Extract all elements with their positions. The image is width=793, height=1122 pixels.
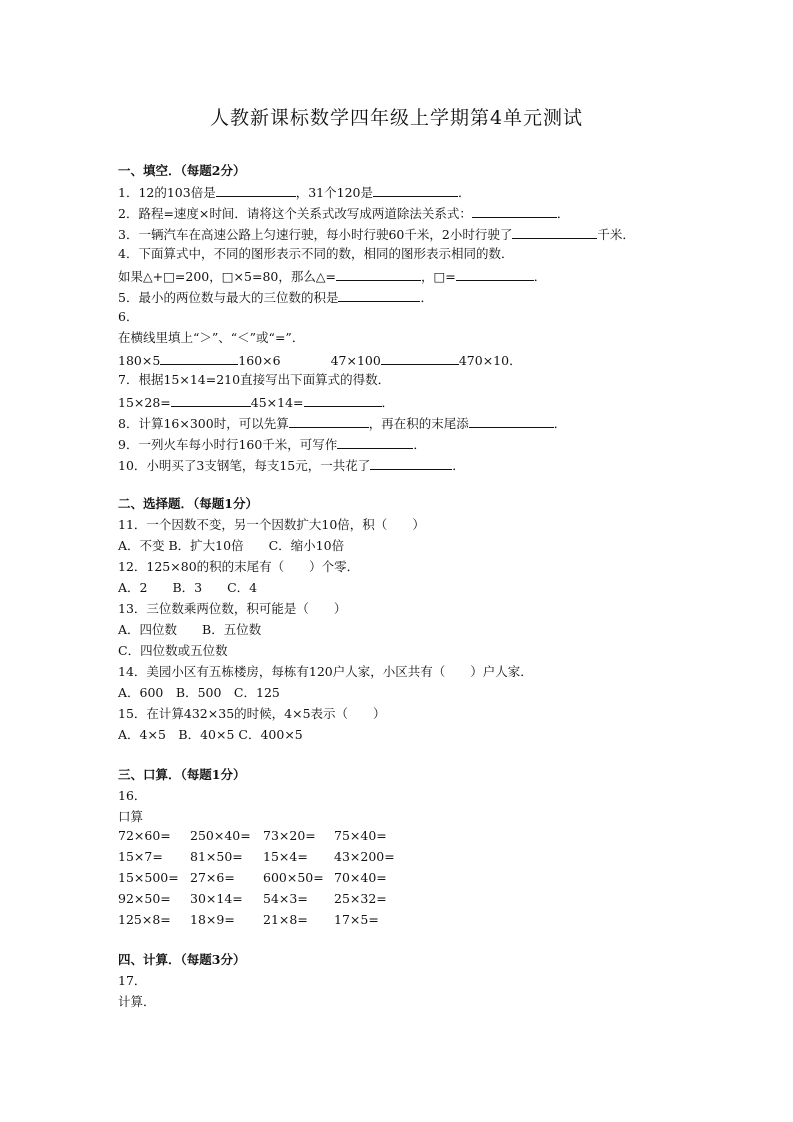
oral-item: 73×20= bbox=[263, 828, 316, 843]
oral-item: 17×5= bbox=[334, 912, 379, 927]
question-6-number: 6． bbox=[118, 309, 139, 324]
question-14-options: A．600 B．500 C．125 bbox=[118, 685, 280, 700]
oral-item: 600×50= bbox=[263, 870, 324, 885]
question-8: 8．计算16×300时，可以先算 ，再在积的末尾添 ． bbox=[118, 416, 567, 431]
oral-item: 18×9= bbox=[190, 912, 235, 927]
question-13-options-2: C．四位数或五位数 bbox=[118, 643, 228, 658]
question-11-options: A．不变 B．扩大10倍 C．缩小10倍 bbox=[118, 538, 345, 553]
oral-item: 21×8= bbox=[263, 912, 308, 927]
oral-item: 75×40= bbox=[334, 828, 387, 843]
answer-blank[interactable] bbox=[336, 267, 421, 281]
answer-blank[interactable] bbox=[373, 183, 458, 197]
question-17-label: 计算． bbox=[118, 994, 156, 1009]
answer-blank[interactable] bbox=[381, 351, 459, 365]
question-7-blanks: 15×28= 45×14= ． bbox=[118, 395, 395, 410]
question-10: 10．小明买了3支钢笔，每支15元，一共花了 ． bbox=[118, 458, 465, 473]
oral-item: 25×32= bbox=[334, 891, 387, 906]
oral-item: 70×40= bbox=[334, 870, 387, 885]
question-15-stem: 15．在计算432×35的时候，4×5表示（ ） bbox=[118, 706, 386, 721]
question-1: 1．12的103倍是 ，31个120是 ． bbox=[118, 185, 471, 200]
answer-blank[interactable] bbox=[370, 456, 452, 470]
answer-blank[interactable] bbox=[216, 183, 296, 197]
answer-blank[interactable] bbox=[472, 204, 557, 218]
answer-blank[interactable] bbox=[304, 393, 382, 407]
answer-blank[interactable] bbox=[338, 288, 420, 302]
question-11-stem: 11．一个因数不变，另一个因数扩大10倍，积（ ） bbox=[118, 517, 425, 532]
question-13-options-1: A．四位数 B．五位数 bbox=[118, 622, 262, 637]
oral-item: 15×500= bbox=[118, 870, 179, 885]
question-7-stem: 7．根据15×14=210直接写出下面算式的得数． bbox=[118, 372, 391, 387]
answer-blank[interactable] bbox=[512, 225, 597, 239]
question-4-stem: 4．下面算式中，不同的图形表示不同的数，相同的图形表示相同的数． bbox=[118, 246, 514, 261]
oral-item: 15×4= bbox=[263, 849, 308, 864]
answer-blank[interactable] bbox=[171, 393, 251, 407]
answer-blank[interactable] bbox=[337, 435, 413, 449]
question-6-items: 180×5 160×6 47×100 470×10． bbox=[118, 353, 522, 368]
oral-item: 27×6= bbox=[190, 870, 235, 885]
question-5: 5．最小的两位数与最大的三位数的积是 ． bbox=[118, 290, 433, 305]
page-title: 人教新课标数学四年级上学期第4单元测试 bbox=[209, 107, 584, 129]
section-heading-choice: 二、选择题．（每题1分） bbox=[118, 496, 258, 511]
answer-blank[interactable] bbox=[289, 414, 369, 428]
question-6-instruction: 在横线里填上“＞”、“＜”或“=”． bbox=[118, 330, 305, 345]
question-9: 9．一列火车每小时行160千米，可写作 ． bbox=[118, 437, 426, 452]
question-3: 3．一辆汽车在高速公路上匀速行驶，每小时行驶60千米，2小时行驶了 千米． bbox=[118, 227, 635, 242]
section-heading-calc: 四、计算．（每题3分） bbox=[118, 952, 246, 967]
oral-item: 92×50= bbox=[118, 891, 171, 906]
question-12-options: A．2 B．3 C．4 bbox=[118, 580, 258, 595]
question-16-label: 口算 bbox=[118, 809, 144, 824]
section-heading-fill: 一、填空．（每题2分） bbox=[118, 163, 246, 178]
question-17-number: 17． bbox=[118, 973, 147, 988]
answer-blank[interactable] bbox=[456, 267, 534, 281]
question-16-number: 16． bbox=[118, 788, 147, 803]
question-15-options: A．4×5 B．40×5 C．400×5 bbox=[118, 727, 303, 742]
oral-item: 125×8= bbox=[118, 912, 171, 927]
question-4-blanks: 如果△+□=200，□×5=80，那么△= ，□= ． bbox=[118, 269, 547, 284]
oral-item: 43×200= bbox=[334, 849, 395, 864]
section-heading-oral: 三、口算．（每题1分） bbox=[118, 767, 246, 782]
oral-item: 72×60= bbox=[118, 828, 171, 843]
answer-blank[interactable] bbox=[469, 414, 554, 428]
question-2: 2．路程=速度×时间．请将这个关系式改写成两道除法关系式： ． bbox=[118, 206, 570, 221]
question-14-stem: 14．美园小区有五栋楼房，每栋有120户人家，小区共有（ ）户人家． bbox=[118, 664, 533, 679]
oral-item: 54×3= bbox=[263, 891, 308, 906]
question-12-stem: 12．125×80的积的末尾有（ ）个零． bbox=[118, 559, 360, 574]
oral-item: 30×14= bbox=[190, 891, 243, 906]
oral-item: 81×50= bbox=[190, 849, 243, 864]
oral-item: 15×7= bbox=[118, 849, 163, 864]
answer-blank[interactable] bbox=[160, 351, 238, 365]
oral-item: 250×40= bbox=[190, 828, 251, 843]
question-13-stem: 13．三位数乘两位数，积可能是（ ） bbox=[118, 601, 347, 616]
